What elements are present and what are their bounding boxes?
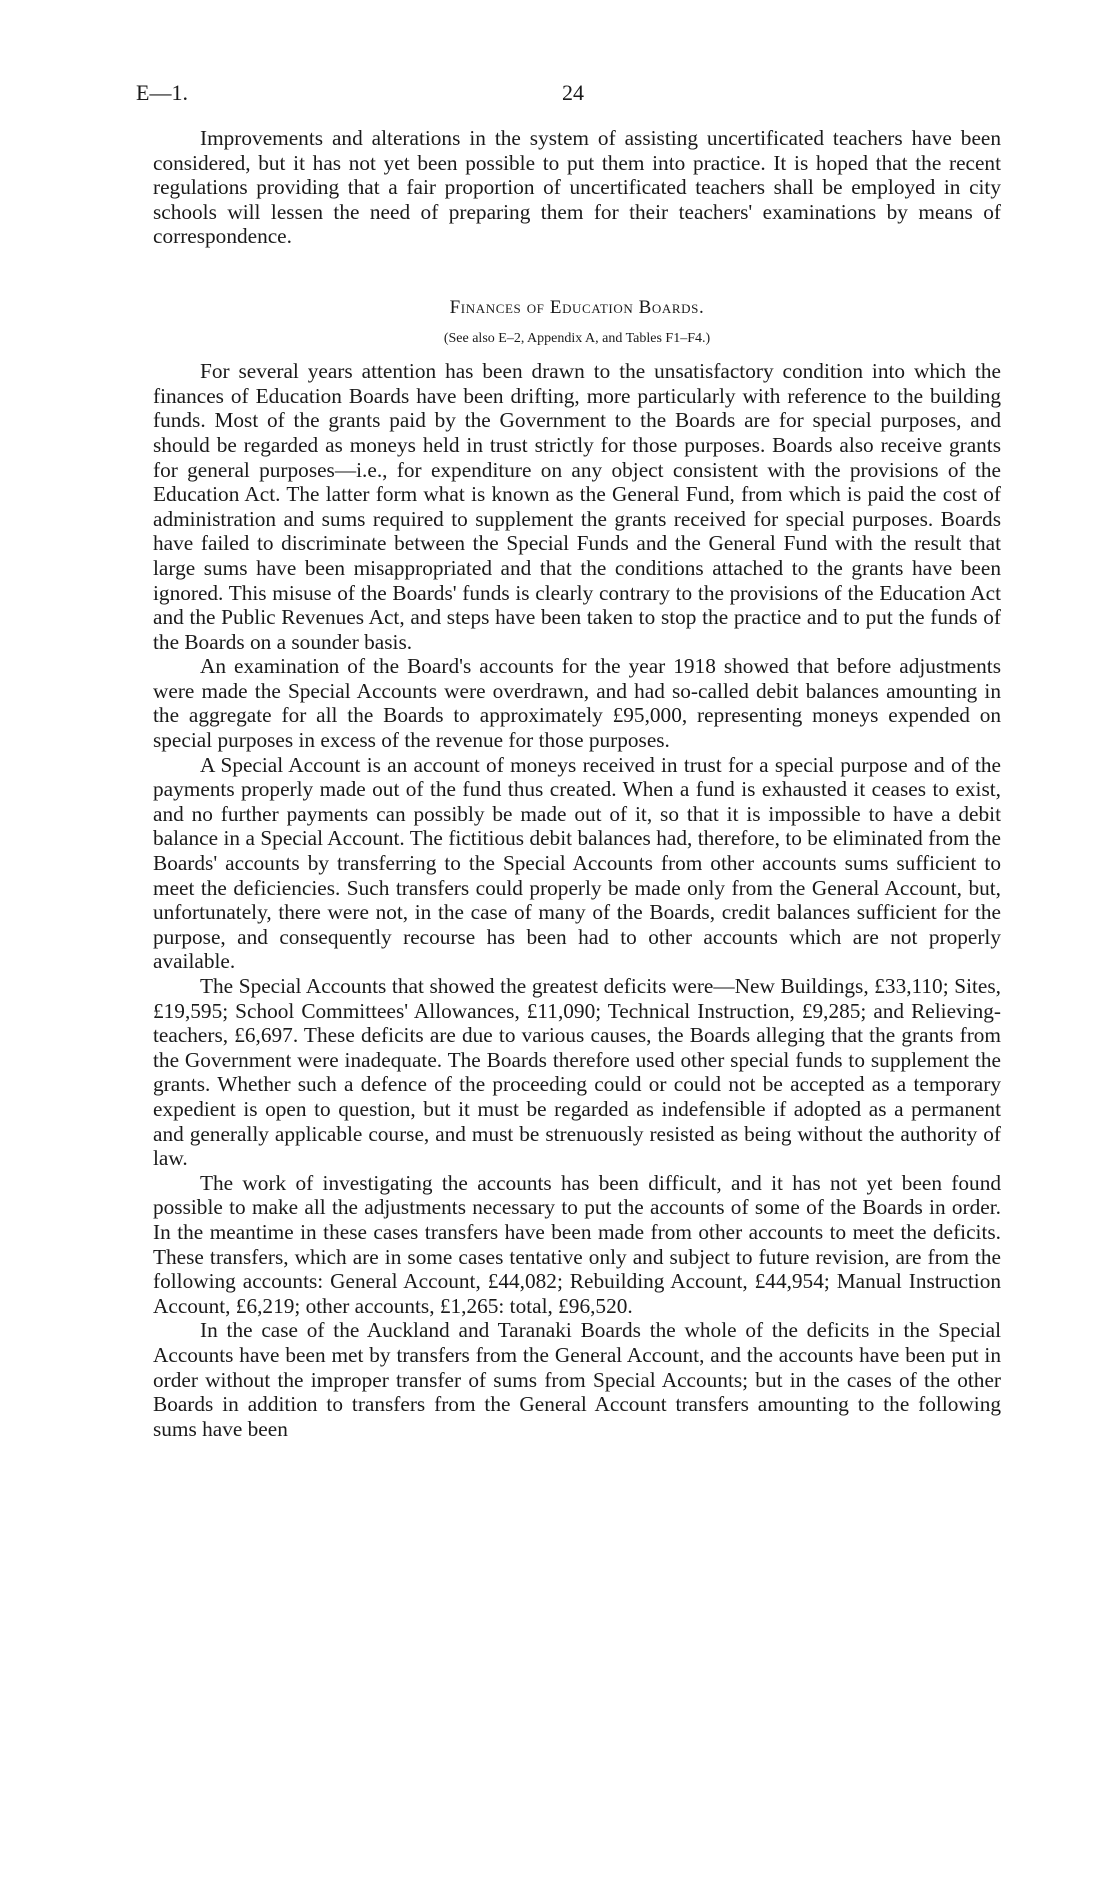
body-text (153, 126, 1001, 1441)
paragraph: In the case of the Auckland and Taranaki Boards the whole of the deficits in the Special Accounts have been met by transfers from the General Account, and the accounts have been put in order without the improper transfer of sums from Special Accounts; but in the cases of the other Boards in addition to transfers from the General Account transfers amounting to the following sums have been (153, 1318, 1001, 1441)
document-reference: E—1. (136, 80, 188, 105)
section-heading: Finances of Education Boards. (449, 296, 705, 318)
paragraph: An examination of the Board's accounts for the year 1918 showed that before adjustments were made the Special Accounts were overdrawn, and had so-called debit balances amounting in the aggregate for all the Boards to approximately £95,000, representing moneys expended on special purposes in excess of the revenue for those purposes. (153, 654, 1001, 753)
paragraph: A Special Account is an account of moneys received in trust for a special purpose and of the payments properly made out of the fund thus created. When a fund is exhausted it ceases to exist, and no further payments can possibly be made out of it, so that it is impossible to have a debit balance in a Special Account. The fictitious debit balances had, therefore, to be eliminated from the Boards' accounts by transferring to the Special Accounts from other accounts sums sufficient to meet the deficiencies. Such transfers could properly be made only from the General Account, but, unfortunately, there were not, in the case of many of the Boards, credit balances sufficient for the purpose, and consequently recourse has been had to other accounts which are not properly available. (153, 752, 1001, 974)
page-header (136, 80, 996, 112)
page-number: 24 (562, 80, 584, 105)
paragraph: For several years attention has been drawn to the unsatisfactory condition into which the finances of Education Boards have been drifting, more particularly with reference to the building funds. Most of the grants paid by the Government to the Boards are for special purposes, and should be regarded as moneys held in trust strictly for those purposes. Boards also receive grants for general purposes—i.e., for expenditure on any object consistent with the provisions of the Education Act. The latter form what is known as the General Fund, from which is paid the cost of administration and sums required to supplement the grants received for special purposes. Boards have failed to discriminate between the Special Funds and the General Fund with the result that large sums have been misappropriated and that the conditions attached to the grants have been ignored. This misuse of the Boards' funds is clearly contrary to the provisions of the Education Act and the Public Revenues Act, and steps have been taken to stop the practice and to put the funds of the Boards on a sounder basis. (153, 359, 1001, 654)
paragraph-intro: Improvements and alterations in the system of assisting uncertificated teachers have been considered, but it has not yet been possible to put them into practice. It is hoped that the recent regulations providing that a fair proportion of uncertificated teachers shall be employed in city schools will lessen the need of preparing them for their teachers' examinations by means of correspondence. (153, 126, 1001, 249)
paragraph: The Special Accounts that showed the greatest deficits were—New Buildings, £33,110; Sites, £19,595; School Committees' Allowances, £11,090; Technical Instruction, £9,285; and Relieving-teachers, £6,697. These deficits are due to various causes, the Boards alleging that the grants from the Government were inadequate. The Boards therefore used other special funds to supplement the grants. Whether such a defence of the proceeding could or could not be accepted as a temporary expedient is open to question, but it must be regarded as indefensible if adopted as a permanent and generally applicable course, and must be strenuously resisted as being without the authority of law. (153, 974, 1001, 1171)
paragraph: The work of investigating the accounts has been difficult, and it has not yet been found possible to make all the adjustments necessary to put the accounts of some of the Boards in order. In the meantime in these cases transfers have been made from other accounts to meet the deficits. These transfers, which are in some cases tentative only and subject to future revision, are from the following accounts: General Account, £44,082; Rebuilding Account, £44,954; Manual Instruction Account, £6,219; other accounts, £1,265: total, £96,520. (153, 1170, 1001, 1318)
section-subheading: (See also E–2, Appendix A, and Tables F1–F4.) (443, 330, 711, 346)
